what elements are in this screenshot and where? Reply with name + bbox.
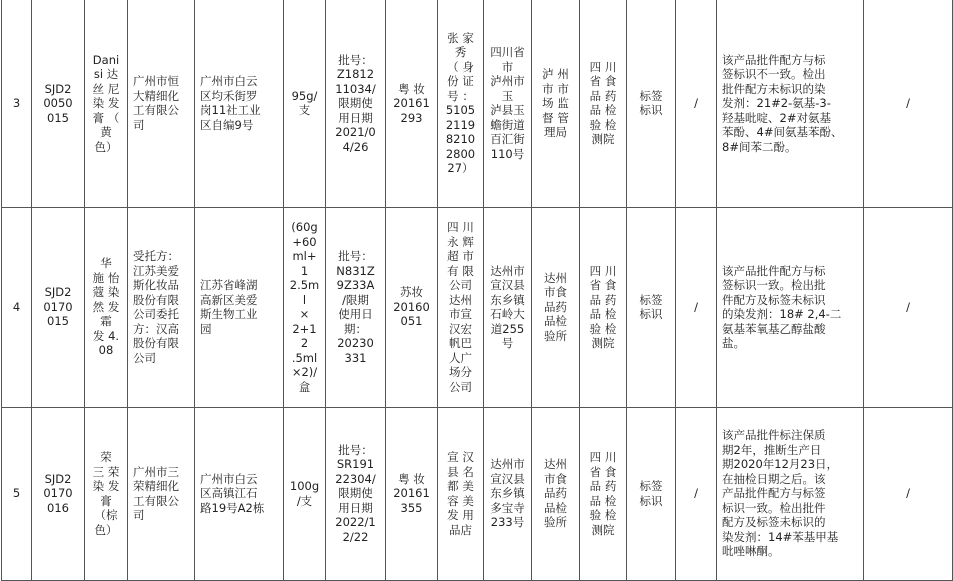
cell-description: 该产品批件配方与标 签标识一致。检出批 件配方及标签未标识 的染发剂：18# 2,4-二 氨基苯氧基乙醇盐酸 盐。 [717,207,864,407]
cell-license: 苏妆 20160 051 [386,207,438,407]
cell-inspector: 四 川 省 食 品 药 品 检 验 检 测院 [580,407,627,580]
cell-address: 广州市白云 区高镇江石 路19号A2栋 [195,407,284,580]
cell-col16: / [864,407,953,580]
cell-col16: / [864,207,953,407]
cell-seller: 张 家 秀 （ 身 份 证 号 ： 5105 2119 8210 2800 27） [438,0,484,207]
cell-inspector: 四 川 省 食 品 药 品 检 验 检 测院 [580,0,627,207]
cell-description: 该产品批件配方与标 签标识不一致。检出 批件配方未标识的染 发剂：21#2-氨基-3- 羟基吡啶、2#对氨基 苯酚、4#间氨基苯酚、 8#间苯二酚。 [717,0,864,207]
cell-batch: 批号： N831Z 9Z33A /限期 使用日 期： 20230 331 [326,207,386,407]
cell-seller: 四 川 永 辉 超 市 有 限 公司 达州 市宣 汉宏 帆巴 人广 场分 公司 [438,207,484,407]
cell-supervisor: 达州 市食 品药 品检 验所 [532,207,580,407]
cell-manufacturer: 广州市三 荣精细化 工有限公 司 [128,407,195,580]
table-row [2,407,953,580]
table-row [2,207,953,407]
cell-batch: 批号： SR191 22304/ 限期使 用日期 2022/1 2/22 [326,407,386,580]
cell-col14: / [676,407,717,580]
inspection-results-table [1,0,953,581]
cell-col14: / [676,0,717,207]
cell-code: SJD2 0170 016 [32,407,85,580]
cell-code: SJD2 0050 015 [32,0,85,207]
cell-batch: 批号： Z1812 11034/ 限期使 用日期 2021/0 4/26 [326,0,386,207]
cell-spec: 100g /支 [284,407,326,580]
cell-no: 3 [2,0,32,207]
table-row [2,0,953,207]
cell-supervisor: 达州 市食 品药 品检 验所 [532,407,580,580]
cell-license: 粤 妆 20161 293 [386,0,438,207]
cell-product: 华 施 怡 蔻 染 然 发 霜 发 4.08 [85,207,128,407]
cell-manufacturer: 受托方： 江苏美爱 斯化妆品 股份有限 公司委托 方：汉高 股份有限 公司 [128,207,195,407]
cell-address: 江苏省峰湖 高新区美爱 斯生物工业 园 [195,207,284,407]
cell-spec: 95g/ 支 [284,0,326,207]
cell-code: SJD2 0170 015 [32,207,85,407]
cell-category: 标签 标识 [627,207,676,407]
cell-col16: / [864,0,953,207]
cell-seller-address: 四川省市 泸州市玉 泸县玉 蟾街道 百汇街 110号 [484,0,532,207]
cell-inspector: 四 川 省 食 品 药 品 检 验 检 测院 [580,207,627,407]
cell-supervisor: 泸 州 市 市 场 监 督 管 理局 [532,0,580,207]
cell-no: 4 [2,207,32,407]
cell-product: Dani si 达 丝 尼 染 发 膏 （ 黄 色） [85,0,128,207]
cell-seller: 宣 汉 县 名 都 美 容 美 发 用 品店 [438,407,484,580]
cell-license: 粤 妆 20161 355 [386,407,438,580]
cell-col14: / [676,207,717,407]
cell-product: 荣 三 荣 染 发 膏（棕 色） [85,407,128,580]
cell-no: 5 [2,407,32,580]
cell-category: 标签 标识 [627,0,676,207]
cell-seller-address: 达州市 宣汉县 东乡镇 石岭大 道255 号 [484,207,532,407]
cell-category: 标签 标识 [627,407,676,580]
cell-manufacturer: 广州市恒 大精细化 工有限公 司 [128,0,195,207]
cell-seller-address: 达州市 宣汉县 东乡镇 多宝寺 233号 [484,407,532,580]
cell-spec: (60g +60 ml+1 2.5ml × 2+12 .5ml ×2)/ 盒 [284,207,326,407]
cell-description: 该产品批件标注保质 期2年，推断生产日 期2020年12月23日， 在抽检日期之后。该 产品批件配方与标签 标识一致。检出批件 配方及标签未标识的 染发剂：14#苯基甲基 吡唑啉酮。 [717,407,864,580]
cell-address: 广州市白云 区均禾街罗 岗11社工业 区自编9号 [195,0,284,207]
